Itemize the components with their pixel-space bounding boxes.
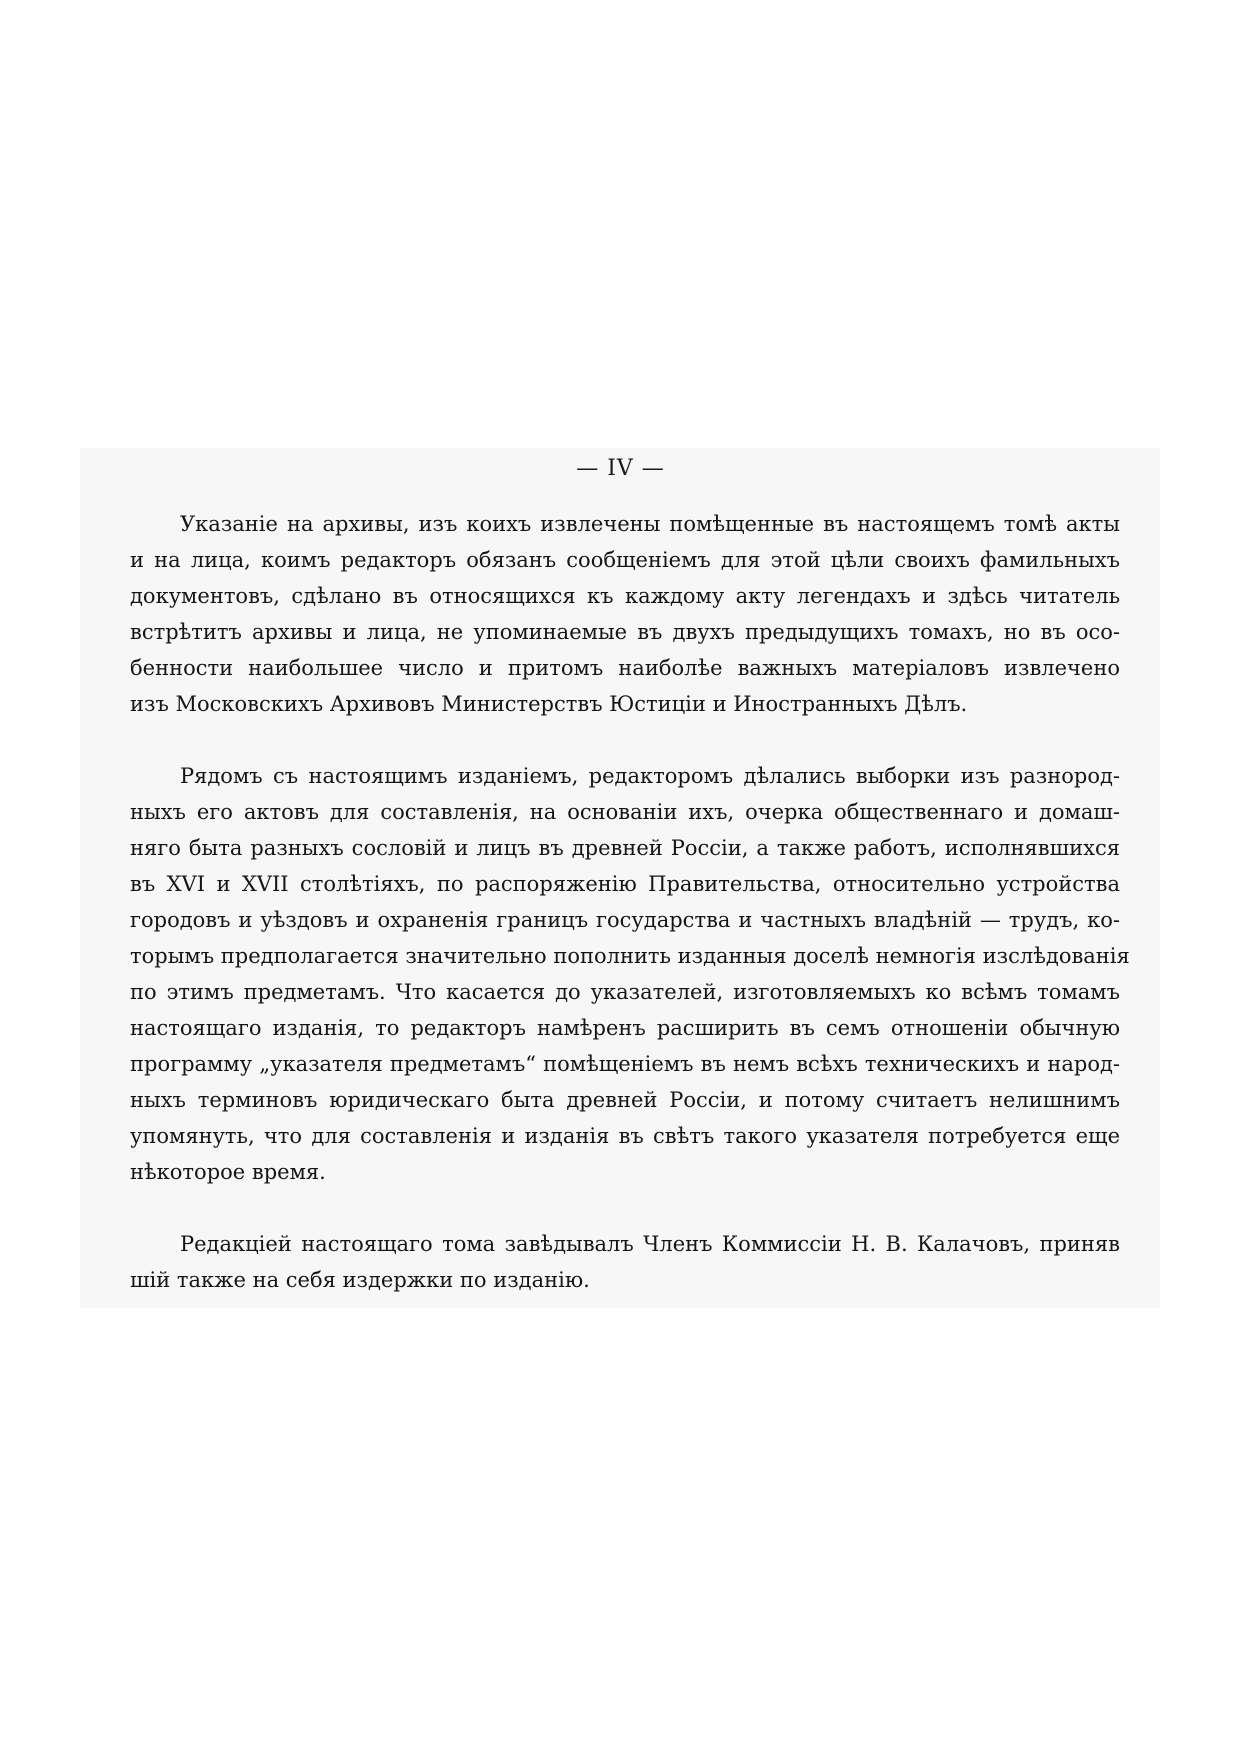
paragraph-line: торымъ предполагается значительно пополнить изданныя доселѣ немногiя изслѣдованiя xyxy=(130,944,1130,968)
paragraph-3 xyxy=(130,1226,1120,1298)
paragraph-line: нѣкоторое время. xyxy=(130,1160,326,1184)
paragraph-2 xyxy=(130,758,1130,1190)
paragraph-1 xyxy=(130,506,1120,722)
paragraph-line: изъ Московскихъ Архивовъ Министерствъ Юстицiи и Иностранныхъ Дѣлъ. xyxy=(130,692,968,716)
paragraph-line: встрѣтитъ архивы и лица, не упоминаемые въ двухъ предыдущихъ томахъ, но въ осо- xyxy=(130,620,1120,644)
paragraph-line: няго быта разныхъ сословiй и лицъ въ древней Россiи, а также работъ, исполнявшихся xyxy=(130,836,1120,860)
paragraph-line: бенности наибольшее число и притомъ наиболѣе важныхъ матерiаловъ извлечено xyxy=(130,656,1120,680)
page-number: — IV — xyxy=(576,456,665,481)
paragraph-line: шiй также на себя издержки по изданiю. xyxy=(130,1268,590,1292)
paragraph-line: и на лица, коимъ редакторъ обязанъ сообщенiемъ для этой цѣли своихъ фамильныхъ xyxy=(130,548,1120,572)
paragraph-line: по этимъ предметамъ. Что касается до указателей, изготовляемыхъ ко всѣмъ томамъ xyxy=(130,980,1120,1004)
paragraph-line: Рядомъ съ настоящимъ изданiемъ, редакторомъ дѣлались выборки изъ разнород- xyxy=(180,764,1120,788)
paragraph-line: Редакцiей настоящаго тома завѣдывалъ Членъ Коммиссiи Н. В. Калачовъ, приняв xyxy=(180,1232,1120,1256)
paragraph-line: документовъ, сдѣлано въ относящихся къ каждому акту легендахъ и здѣсь читатель xyxy=(130,584,1120,608)
paragraph-line: упомянуть, что для составленiя и изданiя въ свѣтъ такого указателя потребуется еще xyxy=(130,1124,1120,1148)
paragraph-line: ныхъ его актовъ для составленiя, на основанiи ихъ, очерка общественнаго и домаш- xyxy=(130,800,1120,824)
paragraph-line: въ XVI и XVII столѣтiяхъ, по распоряженiю Правительства, относительно устройства xyxy=(130,872,1120,896)
paragraph-line: Указанiе на архивы, изъ коихъ извлечены помѣщенные въ настоящемъ томѣ акты xyxy=(180,512,1120,536)
paragraph-line: настоящаго изданiя, то редакторъ намѣренъ расширить въ семъ отношенiи обычную xyxy=(130,1016,1120,1040)
paragraph-line: ныхъ терминовъ юридическаго быта древней Россiи, и потому считаетъ нелишнимъ xyxy=(130,1088,1120,1112)
paragraph-line: программу „указателя предметамъ“ помѣщенiемъ въ немъ всѣхъ техническихъ и народ- xyxy=(130,1052,1120,1076)
paragraph-line: городовъ и уѣздовъ и охраненiя границъ государства и частныхъ владѣнiй — трудъ, ко- xyxy=(130,908,1120,932)
